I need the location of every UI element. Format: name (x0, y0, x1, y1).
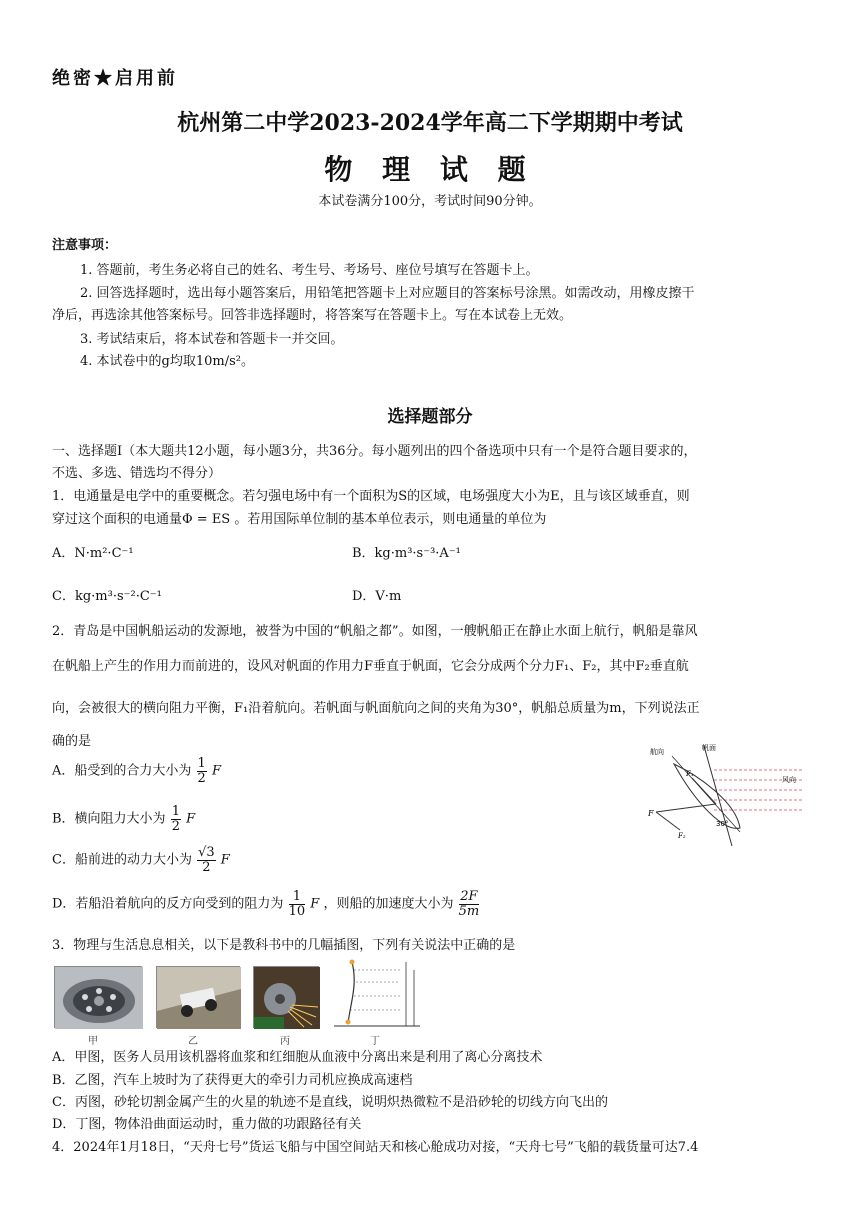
fraction (197, 757, 207, 785)
section-heading: 选择题部分 (387, 407, 473, 427)
fraction-den: 10 (288, 903, 306, 919)
subject-title: 物 理 试 题 (324, 153, 536, 186)
figure-grinding-wheel (253, 966, 319, 1028)
fraction-num: 2F (460, 889, 478, 904)
q1-option-c: C．kg·m³·s⁻²·C⁻¹ (52, 589, 162, 604)
q2-option-c (52, 846, 230, 874)
part-heading-cont: 不选、多选、错选均不得分） (52, 466, 222, 481)
fraction-den: 2 (197, 770, 206, 786)
q4-stem: 4．2024年1月18日，“天舟七号”货运飞船与中国空间站天和核心舱成功对接，“天舟七号”飞船的载货量可达7.4 (52, 1140, 699, 1155)
var-f: F (220, 852, 230, 868)
label-angle: 30° (716, 820, 729, 828)
q1-stem: 1．电通量是电学中的重要概念。若匀强电场中有一个面积为S的区域，电场强度大小为E，且与该区域垂直，则 (52, 489, 690, 504)
fraction-den: 2 (202, 859, 211, 875)
notice-item: 净后，再选涂其他答案标号。回答非选择题时，将答案写在答题卡上。写在本试卷上无效。 (52, 308, 573, 323)
q2-option-a-text: A．船受到的合力大小为 (52, 763, 192, 779)
q1-stem-cont: 穿过这个面积的电通量Φ = ES 。若用国际单位制的基本单位表示，则电通量的单位为 (52, 512, 547, 527)
label-wind: 风向 (782, 776, 796, 784)
var-f: F (186, 811, 196, 827)
track-diagram (330, 956, 422, 1030)
q2-stem-cont: 向，会被很大的横向阻力平衡，F₁沿着航向。若帆面与帆面航向之间的夹角为30°，帆船总质量为m，下列说法正 (52, 701, 700, 716)
notice-item: 3. 考试结束后，将本试卷和答题卡一并交回。 (80, 332, 344, 347)
caption-yi: 乙 (188, 1036, 198, 1047)
q3-option-a: A．甲图，医务人员用该机器将血浆和红细胞从血液中分离出来是利用了离心分离技术 (52, 1050, 543, 1065)
fraction-num: √3 (198, 845, 215, 860)
q1-option-a: A．N·m²·C⁻¹ (52, 546, 134, 561)
var-f: F (211, 763, 221, 779)
figure-curved-track (330, 956, 422, 1030)
q3-option-d: D．丁图，物体沿曲面运动时，重力做的功跟路径有关 (52, 1117, 362, 1132)
sailboat-figure (644, 742, 812, 850)
fraction (171, 805, 181, 833)
notice-item: 2. 回答选择题时，选出每小题答案后，用铅笔把答题卡上对应题目的答案标号涂黑。如需改动，用橡皮擦干 (80, 286, 695, 301)
caption-jia: 甲 (88, 1036, 98, 1047)
caption-bing: 丙 (280, 1036, 290, 1047)
fraction (459, 890, 480, 918)
q2-option-b-text: B．横向阻力大小为 (52, 811, 166, 827)
grinding-image (254, 967, 320, 1029)
q3-stem: 3．物理与生活息息相关，以下是教科书中的几幅插图，下列有关说法中正确的是 (52, 938, 516, 953)
q2-option-a (52, 757, 221, 785)
q2-option-d-text: D．若船沿着航向的反方向受到的阻力为 (52, 896, 284, 912)
q3-option-b: B．乙图，汽车上坡时为了获得更大的牵引力司机应换成高速档 (52, 1073, 413, 1088)
q2-stem-cont: 确的是 (52, 734, 92, 749)
q2-option-c-text: C．船前进的动力大小为 (52, 852, 192, 868)
fraction (289, 890, 306, 918)
notice-item: 4. 本试卷中的g均取10m/s²。 (80, 354, 254, 369)
q1-option-d: D．V·m (352, 589, 402, 604)
fraction-den: 5m (458, 903, 480, 919)
exam-meta: 本试卷满分100分，考试时间90分钟。 (318, 194, 542, 209)
notice-heading: 注意事项： (52, 238, 118, 253)
exam-title: 杭州第二中学2023-2024学年高二下学期期中考试 (177, 110, 683, 136)
fraction-den: 2 (171, 818, 180, 834)
label-f1: F₁ (686, 770, 694, 778)
label-f: F (648, 809, 654, 818)
label-course: 航向 (650, 748, 664, 756)
figure-centrifuge (54, 966, 142, 1028)
label-sail: 帆面 (702, 744, 716, 752)
label-f2: F₂ (678, 832, 686, 840)
fraction (197, 846, 216, 874)
fraction-num: 1 (289, 890, 306, 905)
car-image (157, 967, 241, 1029)
fraction-num: 1 (171, 804, 180, 819)
q2-option-d-mid: ，则船的加速度大小为 (323, 896, 454, 912)
secret-mark: 绝密★启用前 (52, 68, 178, 89)
q2-stem: 2．青岛是中国帆船运动的发源地，被誉为中国的“帆船之都”。如图，一艘帆船正在静止水面上航行，帆船是靠风 (52, 624, 698, 639)
figure-offroad-car (156, 966, 240, 1028)
q2-stem-cont: 在帆船上产生的作用力而前进的，设风对帆面的作用力F垂直于帆面，它会分成两个分力F₁、F₂，其中F₂垂直航 (52, 659, 689, 674)
caption-ding: 丁 (370, 1036, 380, 1047)
part-heading: 一、选择题Ⅰ（本大题共12小题，每小题3分，共36分。每小题列出的四个备选项中只有一个是符合题目要求的， (52, 444, 697, 459)
q2-option-b (52, 805, 195, 833)
q3-option-c: C．丙图，砂轮切割金属产生的火星的轨迹不是直线，说明炽热微粒不是沿砂轮的切线方向飞出的 (52, 1095, 608, 1110)
q2-option-d (52, 890, 480, 918)
fraction-num: 1 (197, 756, 206, 771)
var-f: F (310, 896, 320, 912)
sailboat-diagram (644, 742, 812, 850)
notice-item: 1. 答题前，考生务必将自己的姓名、考生号、考场号、座位号填写在答题卡上。 (80, 263, 539, 278)
q1-option-b: B．kg·m³·s⁻³·A⁻¹ (352, 546, 461, 561)
centrifuge-image (55, 967, 143, 1029)
